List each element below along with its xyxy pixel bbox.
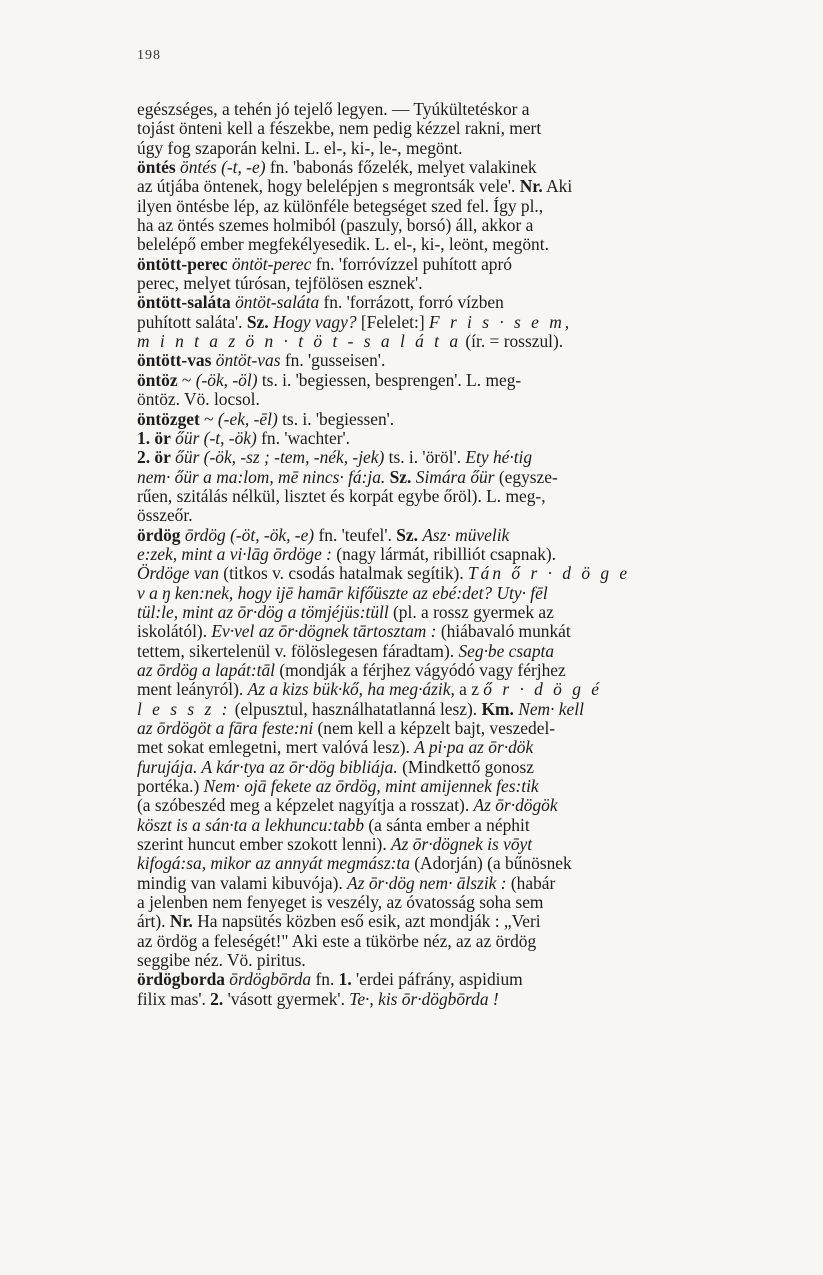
text-line	[137, 255, 785, 274]
text-segment: Ety hé·tig	[465, 448, 533, 468]
headword: öntözget	[137, 409, 200, 429]
text-segment: fn. 'babonás főzelék, melyet valakinek	[265, 158, 537, 178]
text-segment: tül:le, mint az ōr·dög a tömjéjüs:tüll	[137, 602, 389, 622]
text-segment: ha az öntés szemes holmiból (paszuly, borsó) áll, akkor a	[137, 216, 534, 236]
text-line	[137, 158, 785, 177]
dictionary-entries	[137, 100, 785, 1009]
text-line	[137, 758, 785, 777]
text-segment: rűen, szitálás nélkül, lisztet és korpát egybe őröl). L. meg-,	[137, 486, 546, 506]
text-segment: fn. 'forróvízzel puhított apró	[311, 254, 512, 274]
text-segment: (titkos v. csodás hatalmak segítik).	[218, 564, 469, 584]
text-segment: m i n t a z ö n · t ö t - s a l á t a	[137, 332, 462, 352]
text-segment: szerint huncut ember szokott lenni).	[137, 835, 392, 855]
text-segment: a jelenben nem fenyeget is veszély, az óvatosság soha sem	[137, 893, 544, 913]
text-line	[137, 912, 785, 931]
text-segment: seggibe néz. Vö. piritus.	[137, 951, 306, 971]
text-segment: Nr.	[169, 912, 193, 932]
text-segment: az ōrdög a lapát:tāl	[137, 660, 276, 680]
text-segment: öntöz. Vö. locsol.	[137, 390, 260, 410]
text-line	[137, 177, 785, 196]
text-segment: ~	[199, 409, 218, 429]
text-segment: v a ŋ ken:nek, hogy ijē hamār kifőüszte az ebé:det? Uty· fēl	[137, 583, 548, 603]
text-line	[137, 719, 785, 738]
text-segment: portéka.)	[137, 777, 204, 797]
text-line	[137, 371, 785, 390]
text-segment: fn. 'teufel'.	[314, 525, 397, 545]
text-line	[137, 700, 785, 719]
text-segment: fn.	[311, 970, 339, 990]
text-segment: tojást önteni kell a fészekbe, nem pedig kézzel rakni, mert	[137, 119, 542, 139]
text-line	[137, 680, 785, 699]
text-segment: 1.	[338, 970, 352, 990]
text-line	[137, 970, 785, 989]
text-line	[137, 429, 785, 448]
text-segment: ōrdög (-öt, -ök, -e)	[184, 525, 315, 545]
text-segment: (mondják a férjhez vágyódó vagy férjhez	[275, 660, 566, 680]
text-line	[137, 351, 785, 370]
text-segment: (nem kell a képzelt bajt, veszedel-	[313, 719, 556, 738]
text-segment: perec, melyet túrósan, tejfölösen esznek'.	[137, 274, 423, 294]
text-segment: az útjába öntenek, hogy belelépjen s megrontsák vele'.	[137, 177, 520, 197]
text-line	[137, 622, 785, 641]
text-segment: ő r · d ö g é	[483, 680, 602, 700]
text-segment: Sz.	[389, 467, 412, 487]
text-segment: ilyen öntésbe lép, az különféle betegséget szed fel. Így pl.,	[137, 196, 544, 216]
text-segment: Ha napsütés közben eső esik, azt mondják : „Veri	[192, 912, 541, 932]
text-line	[137, 506, 785, 525]
text-line	[137, 932, 785, 951]
text-segment: fn. 'wachter'.	[256, 428, 350, 448]
text-line	[137, 313, 785, 332]
text-line	[137, 119, 785, 138]
text-segment: Te·, kis ōr·dögbōrda !	[349, 989, 499, 1009]
text-segment: Nem· ojā fekete az ōrdög, mint amijennek fes:tik	[203, 777, 539, 797]
text-segment: ment leányról).	[137, 680, 248, 700]
text-segment: 'vásott gyermek'.	[223, 989, 350, 1009]
text-segment: Asz· müvelik	[422, 525, 510, 545]
text-segment: ōrdögbōrda	[229, 970, 312, 990]
text-segment: mindig van valami kibuvója).	[137, 873, 348, 893]
text-segment: Ördöge van	[137, 564, 219, 584]
text-segment: Seg·be csapta	[458, 641, 555, 661]
text-segment: Az ōr·dögök	[473, 796, 558, 816]
text-line	[137, 661, 785, 680]
text-line	[137, 448, 785, 467]
text-line	[137, 642, 785, 661]
text-segment: öntöt-vas	[215, 351, 281, 371]
text-segment: árt).	[137, 912, 170, 932]
text-segment: (-ek, -ēl)	[217, 409, 278, 429]
text-line	[137, 835, 785, 854]
text-segment: ts. i. 'begiessen'.	[277, 409, 395, 429]
text-line	[137, 564, 785, 583]
text-line	[137, 603, 785, 622]
text-line	[137, 274, 785, 293]
text-segment: az ördög a feleségét!" Aki este a tükörbe néz, az az ördög	[137, 931, 537, 951]
text-line	[137, 293, 785, 312]
text-segment: 2.	[210, 989, 224, 1009]
text-segment: Km.	[481, 699, 514, 719]
text-segment: (habár	[506, 873, 556, 893]
text-segment: met sokat emlegetni, mert valóvá lesz).	[137, 738, 415, 758]
text-line	[137, 139, 785, 158]
text-segment: Nem· kell	[518, 699, 584, 719]
text-line	[137, 235, 785, 254]
text-line	[137, 893, 785, 912]
text-line	[137, 216, 785, 235]
text-segment: öntés (-t, -e)	[180, 158, 266, 178]
text-segment: tettem, sikertelenül v. fölöslegesen fáradtam).	[137, 641, 459, 661]
text-segment: iskolától).	[137, 622, 212, 642]
headword: öntött-vas	[137, 351, 212, 371]
text-line	[137, 951, 785, 970]
text-line	[137, 197, 785, 216]
text-segment: belelépő ember megfekélyesedik. L. el-, ki-, leönt, megönt.	[137, 235, 549, 255]
text-segment: (pl. a rossz gyermek az	[388, 602, 554, 622]
text-line	[137, 487, 785, 506]
text-segment: a z	[454, 680, 484, 700]
text-segment: Sz.	[396, 525, 418, 545]
text-segment: (Mindkettő gonosz	[397, 757, 534, 777]
text-segment: A pi·pa az ōr·dök	[414, 738, 534, 758]
text-segment: (nagy lármát, ribilliót csapnak).	[331, 544, 557, 564]
text-segment: e:zek, mint a vi·lāg ōrdöge :	[137, 544, 332, 564]
headword: öntött-saláta	[137, 293, 231, 313]
text-segment: [Felelet:]	[356, 312, 429, 332]
text-segment: fn. 'forrázott, forró vízben	[319, 293, 504, 313]
text-segment: Hogy vagy?	[272, 312, 357, 332]
text-segment: (a sánta ember a néphit	[364, 815, 530, 835]
text-line	[137, 332, 785, 351]
text-segment: furujája. A kár·tya az ōr·dög bibliája.	[137, 757, 398, 777]
text-segment: Nr.	[519, 177, 543, 197]
text-segment: Simára őür	[415, 467, 495, 487]
text-line	[137, 816, 785, 835]
text-line	[137, 738, 785, 757]
text-segment: az ōrdögöt a fāra feste:ni	[137, 719, 314, 738]
text-line	[137, 545, 785, 564]
text-line	[137, 777, 785, 796]
text-line	[137, 584, 785, 603]
headword: öntés	[137, 158, 176, 178]
text-segment: Aki	[542, 177, 573, 197]
text-line	[137, 390, 785, 409]
page-number: 198	[137, 48, 161, 63]
text-segment: (elpusztul, használhatatlanná lesz).	[230, 699, 482, 719]
text-segment: öntöt-perec	[231, 254, 312, 274]
text-line	[137, 990, 785, 1009]
text-line	[137, 526, 785, 545]
text-segment: (ír. = rosszul).	[461, 332, 564, 352]
text-segment: egészséges, a tehén jó tejelő legyen. — Tyúkültetéskor a	[137, 100, 530, 119]
text-segment: Az ōr·dög nem· ālszik :	[347, 873, 507, 893]
text-segment: ts. i. 'begiessen, besprengen'. L. meg-	[257, 370, 522, 390]
text-segment: (Adorján) (a bűnösnek	[409, 854, 572, 874]
text-segment: ts. i. 'öröl'.	[384, 448, 466, 468]
text-line	[137, 100, 785, 119]
text-segment: Az ōr·dögnek is vōyt	[391, 835, 533, 855]
headword: ördög	[137, 525, 181, 545]
text-segment: Tán ő r · d ö g e	[468, 564, 631, 584]
text-segment: puhított saláta'.	[137, 312, 247, 332]
text-segment: fn. 'gusseisen'.	[280, 351, 386, 371]
text-segment: őür (-ök, -sz ; -tem, -nék, -jek)	[175, 448, 385, 468]
text-segment: l e s s z :	[137, 699, 231, 719]
text-line	[137, 874, 785, 893]
text-segment: nem· őür a ma:lom, mē nincs· fá:ja.	[137, 467, 386, 487]
text-segment: köszt is a sán·ta a lekhuncu:tabb	[137, 815, 365, 835]
text-segment: (-ök, -öl)	[195, 370, 258, 390]
text-segment: Sz.	[246, 312, 269, 332]
text-segment: úgy fog szaporán kelni. L. el-, ki-, le-, megönt.	[137, 138, 463, 158]
text-segment: F r i s · s e m,	[428, 312, 573, 332]
headword: ördögborda	[137, 970, 225, 990]
text-segment: kifogá:sa, mikor az annyát megmász:ta	[137, 854, 410, 874]
text-segment: összeőr.	[137, 506, 193, 526]
text-line	[137, 796, 785, 815]
text-line	[137, 410, 785, 429]
text-line	[137, 468, 785, 487]
text-segment: (egysze-	[494, 467, 558, 487]
text-segment: öntöt-saláta	[235, 293, 320, 313]
headword: 2. ör	[137, 448, 171, 468]
text-segment: 'erdei páfrány, aspidium	[351, 970, 523, 990]
text-segment: filix mas'.	[137, 989, 211, 1009]
text-segment: (hiábavaló munkát	[436, 622, 571, 642]
text-segment: (a szóbeszéd meg a képzelet nagyítja a rosszat).	[137, 796, 474, 816]
text-segment: őür (-t, -ök)	[175, 428, 257, 448]
headword: öntött-perec	[137, 254, 228, 274]
headword: öntöz	[137, 370, 178, 390]
text-segment: ~	[177, 370, 196, 390]
text-segment: Ev·vel az ōr·dögnek tārtosztam :	[211, 622, 437, 642]
text-segment: Az a kizs bük·kő, ha meg·ázik,	[247, 680, 455, 700]
text-line	[137, 854, 785, 873]
headword: 1. ör	[137, 428, 171, 448]
